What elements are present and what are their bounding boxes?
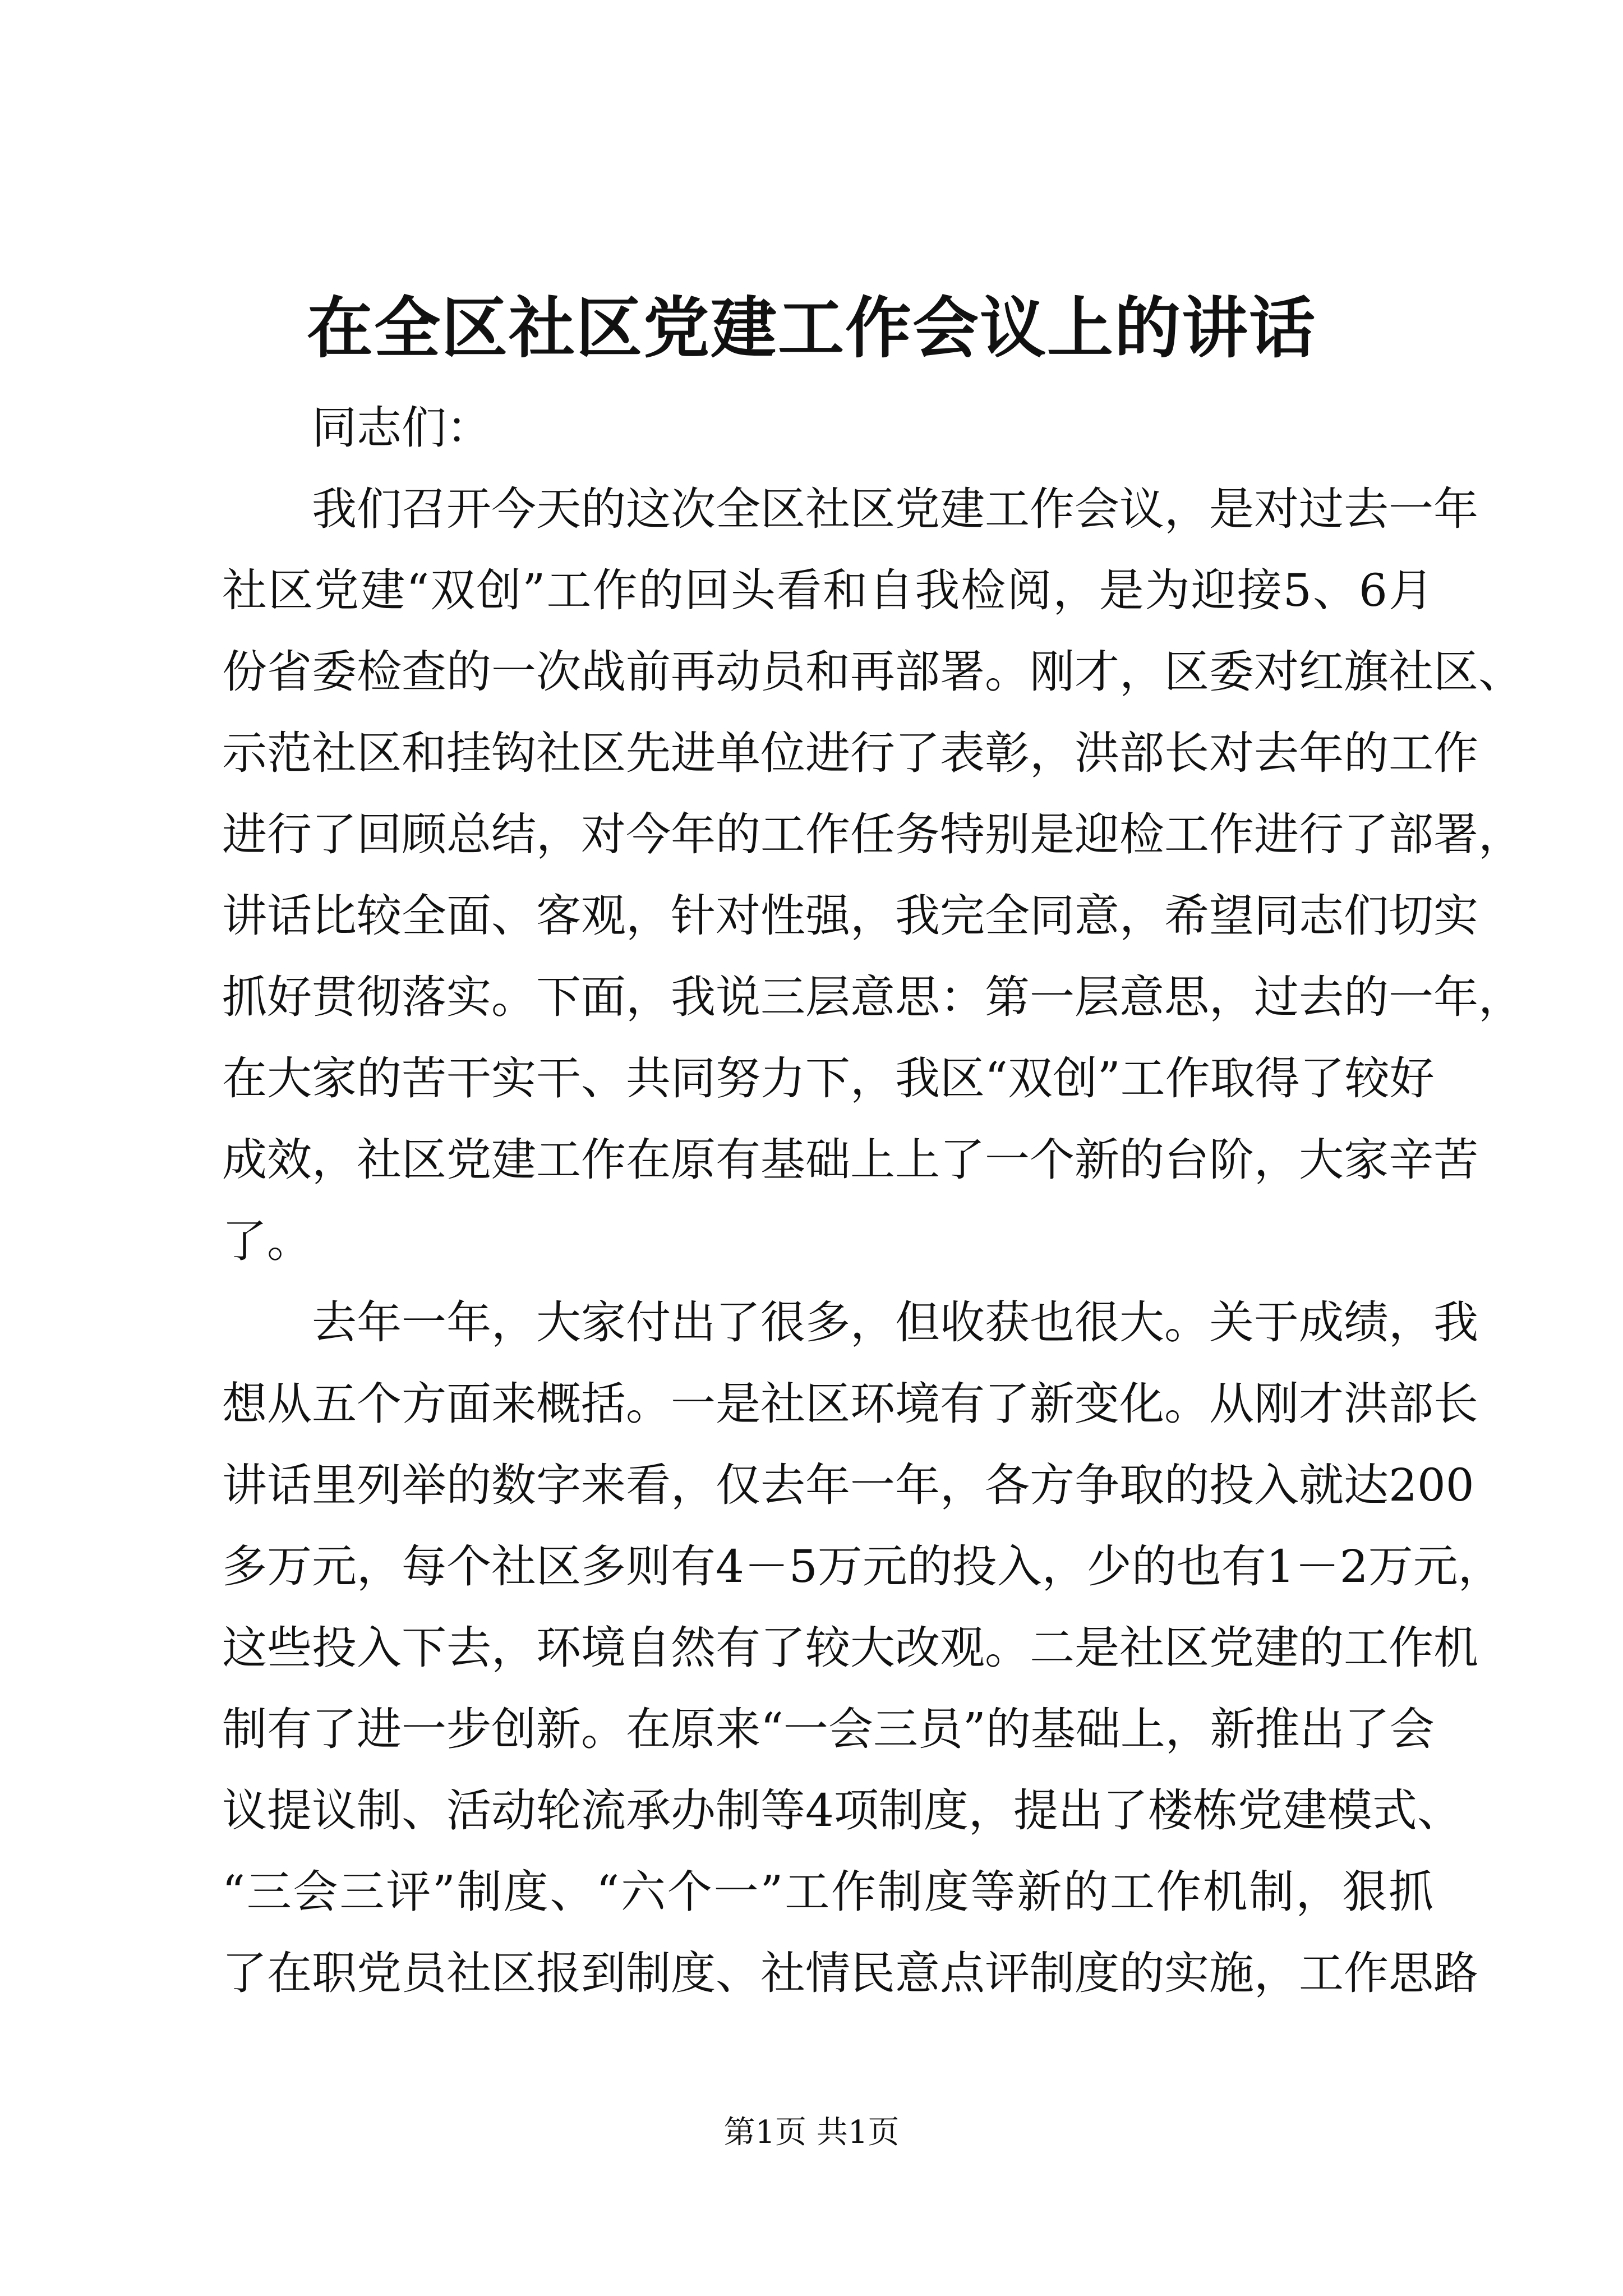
paragraph-line: 多万元，每个社区多则有4－5万元的投入，少的也有1－2万元，: [222, 1540, 1503, 1593]
salutation-line: 同志们：: [312, 402, 491, 454]
paragraph-line: 了。: [222, 1215, 312, 1267]
page-footer: 第1页 共1页: [723, 2114, 900, 2151]
paragraph-line: 制有了进一步创新。在原来“一会三员”的基础上，新推出了会: [222, 1703, 1435, 1755]
paragraph-line: 这些投入下去，环境自然有了较大改观。二是社区党建的工作机: [222, 1622, 1478, 1674]
paragraph-line: 成效，社区党建工作在原有基础上上了一个新的台阶，大家辛苦: [222, 1134, 1478, 1186]
paragraph-line: 去年一年，大家付出了很多，但收获也很大。关于成绩，我: [312, 1296, 1478, 1349]
paragraph-line: 示范社区和挂钩社区先进单位进行了表彰，洪部长对去年的工作: [222, 727, 1478, 779]
paragraph-line: 份省委检查的一次战前再动员和再部署。刚才，区委对红旗社区、: [222, 646, 1523, 698]
paragraph-line: 我们召开今天的这次全区社区党建工作会议，是对过去一年: [312, 483, 1478, 535]
paragraph-line: 抓好贯彻落实。下面，我说三层意思：第一层意思，过去的一年，: [222, 971, 1523, 1023]
paragraph-line: 进行了回顾总结，对今年的工作任务特别是迎检工作进行了部署，: [222, 808, 1523, 861]
paragraph-line: 在大家的苦干实干、共同努力下，我区“双创”工作取得了较好: [222, 1052, 1435, 1105]
paragraph-line: 讲话比较全面、客观，针对性强，我完全同意，希望同志们切实: [222, 890, 1478, 942]
document-body: [222, 387, 1523, 2014]
paragraph-line: 想从五个方面来概括。一是社区环境有了新变化。从刚才洪部长: [222, 1378, 1478, 1430]
paragraph-line: 议提议制、活动轮流承办制等4项制度，提出了楼栋党建模式、: [222, 1784, 1462, 1837]
page-title: 在全区社区党建工作会议上的讲话: [306, 289, 1316, 367]
paragraph-line: “三会三评”制度、“六个一”工作制度等新的工作机制，狠抓: [222, 1866, 1433, 1918]
paragraph-line: 了在职党员社区报到制度、社情民意点评制度的实施，工作思路: [222, 1947, 1478, 1999]
paragraph-line: 社区党建“双创”工作的回头看和自我检阅，是为迎接5、6月: [222, 564, 1433, 616]
paragraph-line: 讲话里列举的数字来看，仅去年一年，各方争取的投入就达200: [222, 1459, 1474, 1511]
